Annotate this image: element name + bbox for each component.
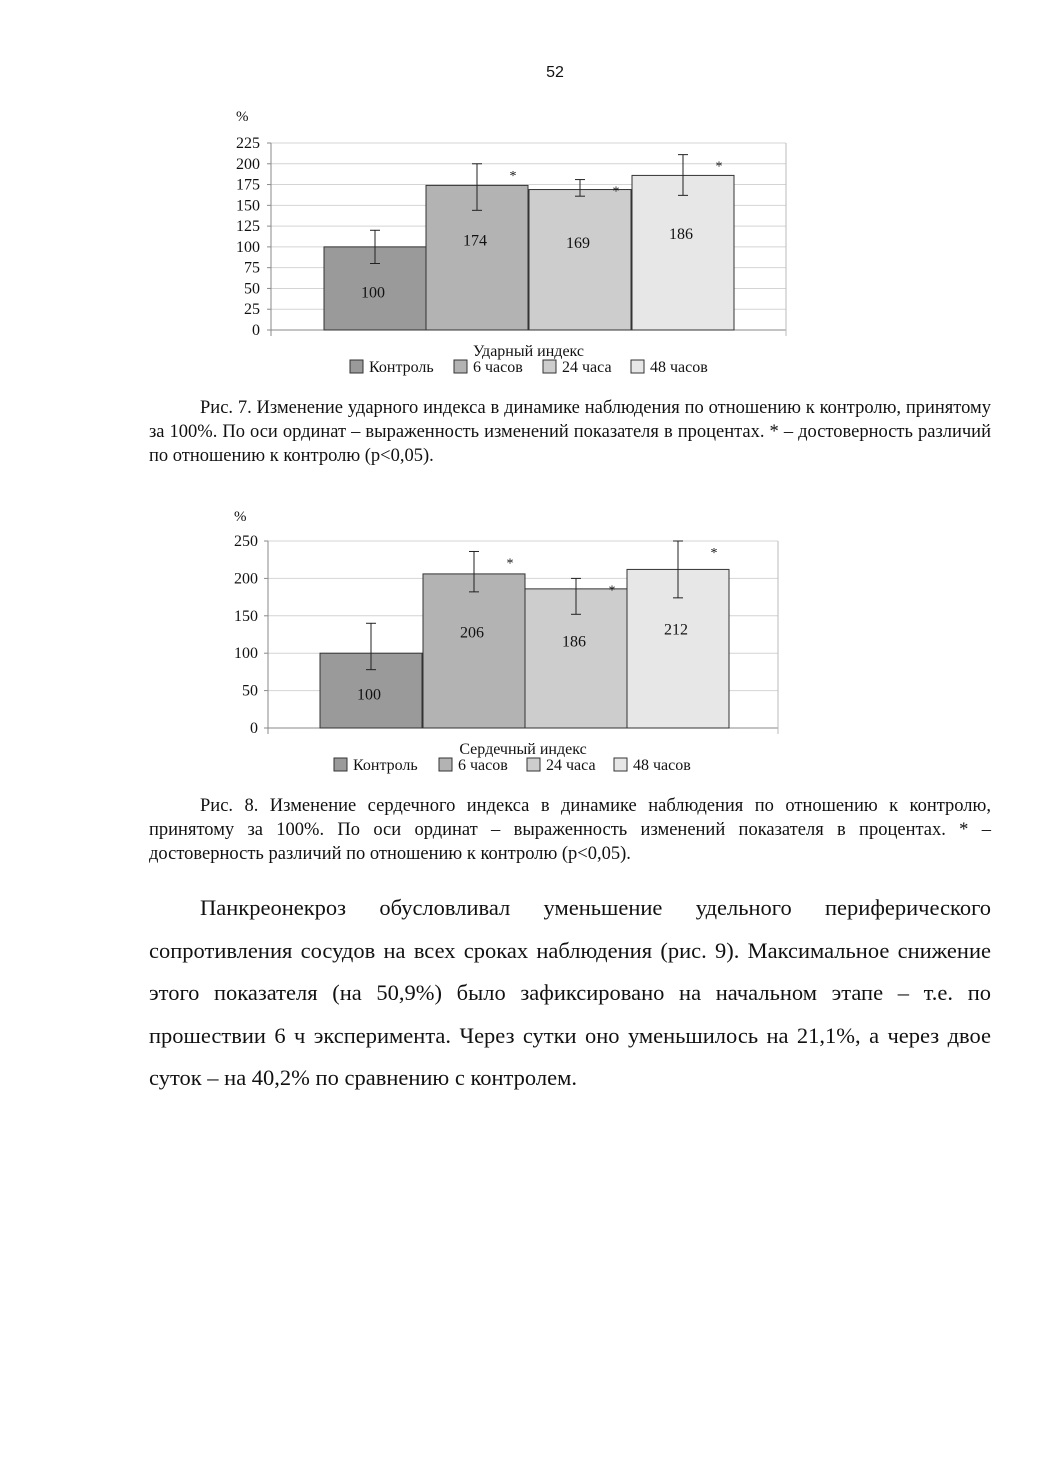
- y-tick-label: 75: [244, 259, 260, 277]
- y-tick-label: 0: [250, 720, 258, 737]
- significance-marker: *: [612, 184, 620, 200]
- legend-swatch: [614, 758, 627, 771]
- legend-label: 24 часа: [562, 359, 612, 376]
- significance-marker: *: [506, 556, 514, 572]
- legend-label: 6 часов: [473, 359, 523, 376]
- y-tick-label: 225: [236, 135, 260, 152]
- legend-swatch: [439, 758, 452, 771]
- legend-label: 48 часов: [633, 757, 691, 774]
- legend-label: 24 часа: [546, 757, 596, 774]
- y-tick-label: 200: [234, 570, 258, 588]
- bar-value-label: 174: [463, 232, 487, 250]
- significance-marker: *: [715, 159, 723, 175]
- y-tick-label: 250: [234, 533, 258, 550]
- legend-swatch: [334, 758, 347, 771]
- body-paragraph: Панкреонекроз обусловливал уменьшение удельного периферического сопротивления сосудов на всех сроках наблюдения (рис. 9). Максимальное снижение этого показателя (на 50,9%) было зафиксировано на начальном этапе – т.е. по прошествии 6 ч эксперимента. Через сутки оно уменьшилось на 21,1%, а через двое суток – на 40,2% по сравнению с контролем.: [149, 895, 991, 1090]
- y-tick-label: 50: [244, 280, 260, 298]
- significance-marker: *: [608, 583, 616, 599]
- legend-label: Контроль: [353, 757, 418, 774]
- legend-label: Контроль: [369, 359, 434, 376]
- y-tick-label: 125: [236, 218, 260, 236]
- bar-value-label: 206: [460, 624, 484, 642]
- y-tick-label: 150: [234, 607, 258, 625]
- y-tick-label: 175: [236, 176, 260, 194]
- significance-marker: *: [509, 168, 517, 184]
- bar-value-label: 186: [669, 226, 693, 244]
- y-tick-label: 100: [234, 645, 258, 663]
- legend-label: 6 часов: [458, 757, 508, 774]
- bar-value-label: 169: [566, 234, 590, 252]
- y-unit-label: %: [234, 509, 247, 525]
- significance-marker: *: [710, 546, 718, 561]
- y-tick-label: 0: [252, 322, 260, 339]
- legend-label: 48 часов: [650, 359, 708, 376]
- bar-value-label: 100: [357, 686, 381, 704]
- y-tick-label: 200: [236, 155, 260, 173]
- y-tick-label: 50: [242, 682, 258, 700]
- y-tick-label: 25: [244, 301, 260, 319]
- legend-swatch: [527, 758, 540, 771]
- bar-2: [423, 574, 525, 728]
- page-number: 52: [546, 64, 564, 81]
- y-tick-label: 150: [236, 197, 260, 215]
- bar-value-label: 186: [562, 633, 586, 651]
- bar-value-label: 212: [664, 621, 688, 639]
- bar-value-label: 100: [361, 284, 385, 302]
- figure-8-caption: Рис. 8. Изменение сердечного индекса в динамике наблюдения по отношению к контролю, принятому за 100%. По оси ординат – выраженность изменений показателя в процентах. * – достоверность различий по отношению к контролю (p<0,05).: [149, 796, 991, 864]
- x-axis-label: Ударный индекс: [472, 343, 585, 360]
- y-tick-label: 100: [236, 238, 260, 256]
- y-unit-label: %: [236, 109, 249, 125]
- x-axis-label: Сердечный индекс: [459, 741, 587, 758]
- figure-7-caption: Рис. 7. Изменение ударного индекса в динамике наблюдения по отношению к контролю, принятому за 100%. По оси ординат – выраженность изменений показателя в процентах. * – достоверность различий по отношению к контролю (p<0,05).: [149, 398, 991, 466]
